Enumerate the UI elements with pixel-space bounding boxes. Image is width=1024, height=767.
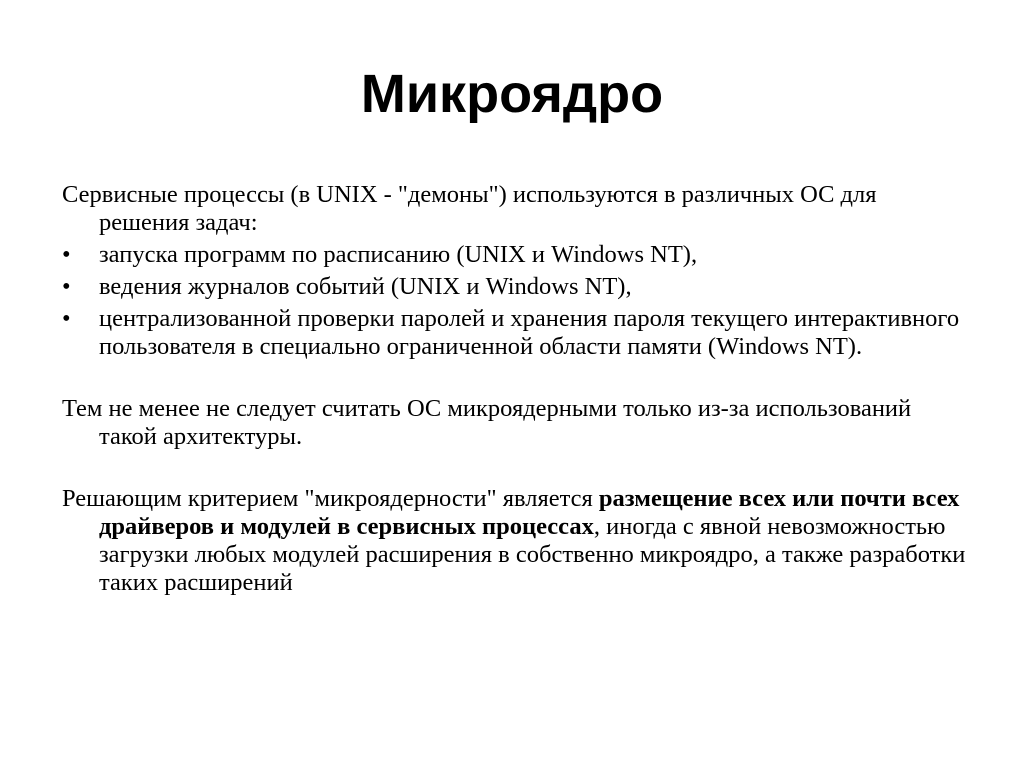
bullet-item — [62, 241, 972, 269]
criterion-prefix: Решающим критерием "микроядерности" является — [62, 485, 599, 512]
slide-title: Микроядро — [360, 64, 664, 124]
intro-paragraph: Сервисные процессы (в UNIX - "демоны") используются в различных ОС для решения задач: — [62, 181, 877, 236]
criterion-emphasis: размещение всех или почти всех драйверов и модулей в сервисных процессах — [99, 485, 960, 540]
criterion-paragraph — [62, 485, 972, 597]
bullet-item — [62, 273, 972, 301]
spacer — [62, 451, 972, 485]
note-paragraph: Тем не менее не следует считать ОС микроядерными только из-за использований такой архитектуры. — [62, 395, 912, 450]
bullet-marker: • — [62, 273, 71, 300]
bullet-text: централизованной проверки паролей и хранения пароля текущего интерактивного пользователя в специально ограниченной области памяти (Windows NT). — [99, 305, 960, 360]
bullet-text: запуска программ по расписанию (UNIX и Windows NT), — [99, 241, 698, 268]
slide-body — [62, 181, 972, 597]
bullet-text: ведения журналов событий (UNIX и Windows NT), — [99, 273, 632, 300]
bullet-item — [62, 305, 972, 361]
bullet-marker: • — [62, 241, 71, 268]
bullet-marker: • — [62, 305, 71, 332]
criterion-suffix: , иногда с явной невозможностью загрузки любых модулей расширения в собственно микроядро, а также разработки таких расширений — [99, 513, 966, 596]
spacer — [62, 361, 972, 395]
